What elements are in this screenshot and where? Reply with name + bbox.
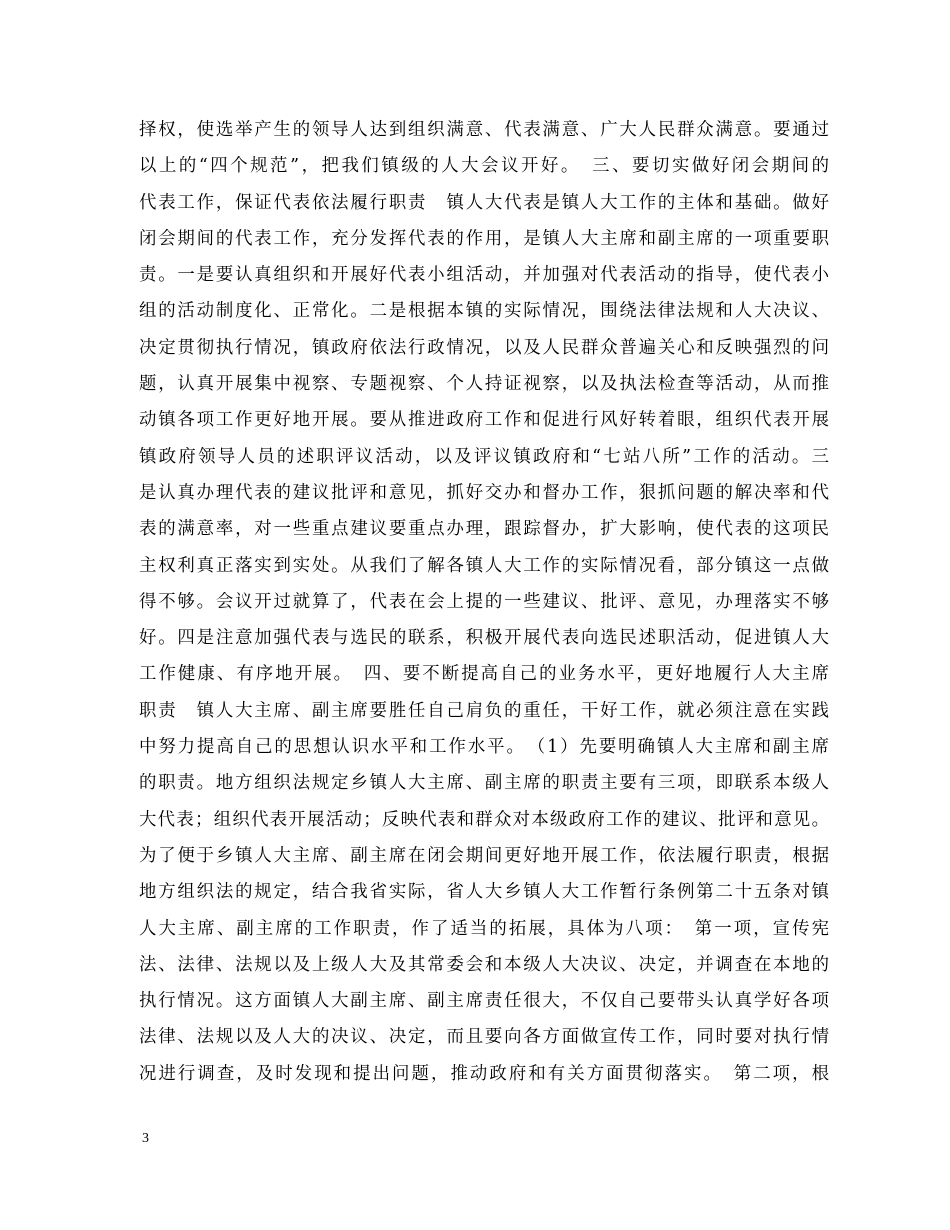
text-line: 执行情况。这方面镇人大副主席、副主席责任很大，不仅自己要带头认真学好各项 [139,991,829,1012]
text-line: 法、法律、法规以及上级人大及其常委会和本级人大决议、决定，并调查在本地的 [139,954,829,975]
text-line: 为了便于乡镇人大主席、副主席在闭会期间更好地开展工作，依法履行职责，根据 [139,845,829,866]
text-line: 闭会期间的代表工作，充分发挥代表的作用，是镇人大主席和副主席的一项重要职 [139,228,829,249]
text-line: 题，认真开展集中视察、专题视察、个人持证视察，以及执法检查等活动，从而推 [139,374,829,395]
text-line: 以上的“四个规范”，把我们镇级的人大会议开好。 三、要切实做好闭会期间的 [139,156,829,177]
text-line: 职责 镇人大主席、副主席要胜任自己肩负的重任，干好工作，就必须注意在实践 [139,700,829,721]
text-line: 的职责。地方组织法规定乡镇人大主席、副主席的职责主要有三项，即联系本级人 [139,773,829,794]
text-line: 决定贯彻执行情况，镇政府依法行政情况，以及人民群众普遍关心和反映强烈的问 [139,337,829,358]
text-line: 法律、法规以及人大的决议、决定，而且要向各方面做宣传工作，同时要对执行情 [139,1027,829,1048]
text-line: 地方组织法的规定，结合我省实际，省人大乡镇人大工作暂行条例第二十五条对镇 [139,882,829,903]
text-line: 表的满意率，对一些重点建议要重点办理，跟踪督办，扩大影响，使代表的这项民 [139,519,829,540]
text-line: 主权利真正落实到实处。从我们了解各镇人大工作的实际情况看，部分镇这一点做 [139,555,829,576]
text-line: 择权，使选举产生的领导人达到组织满意、代表满意、广大人民群众满意。要通过 [139,120,829,140]
text-line: 组的活动制度化、正常化。二是根据本镇的实际情况，围绕法律法规和人大决议、 [139,301,829,322]
text-line: 人大主席、副主席的工作职责，作了适当的拓展，具体为八项： 第一项，宣传宪 [139,918,829,939]
text-line: 镇政府领导人员的述职评议活动，以及评议镇政府和“七站八所”工作的活动。三 [139,446,829,467]
text-line: 动镇各项工作更好地开展。要从推进政府工作和促进行风好转着眼，组织代表开展 [139,410,829,431]
text-line: 代表工作，保证代表依法履行职责 镇人大代表是镇人大工作的主体和基础。做好 [139,192,829,213]
text-line: 责。一是要认真组织和开展好代表小组活动，并加强对代表活动的指导，使代表小 [139,265,829,286]
text-line: 得不够。会议开过就算了，代表在会上提的一些建议、批评、意见，办理落实不够 [139,591,829,612]
body-text [139,112,829,1092]
text-line: 况进行调查，及时发现和提出问题，推动政府和有关方面贯彻落实。 第二项，根 [139,1063,829,1084]
text-line: 工作健康、有序地开展。 四、要不断提高自己的业务水平，更好地履行人大主席 [139,664,829,685]
text-line: 大代表；组织代表开展活动；反映代表和群众对本级政府工作的建议、批评和意见。 [139,809,829,830]
text-line: 中努力提高自己的思想认识水平和工作水平。 （1）先要明确镇人大主席和副主席 [139,737,829,758]
text-line: 是认真办理代表的建议批评和意见，抓好交办和督办工作，狠抓问题的解决率和代 [139,482,829,503]
text-line: 好。四是注意加强代表与选民的联系，积极开展代表向选民述职活动，促进镇人大 [139,628,829,649]
page-number: 3 [142,1131,149,1146]
